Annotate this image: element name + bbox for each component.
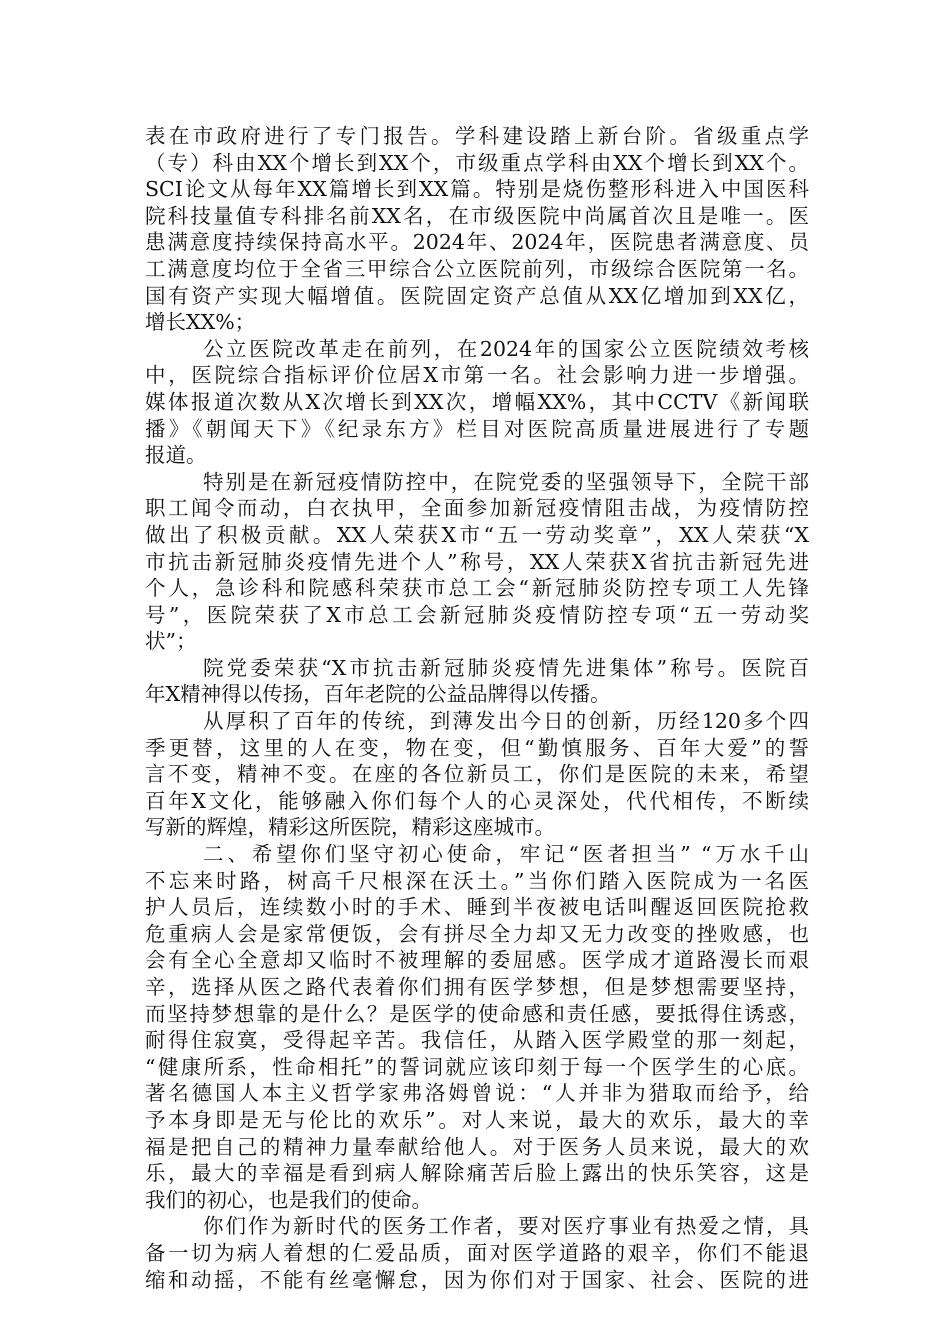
text-line: 我们的初心，也是我们的使命。 <box>145 1187 432 1212</box>
text-line: 报道。 <box>145 443 207 468</box>
paragraph <box>145 655 809 708</box>
text-line: “健康所系，性命相托”的誓词就应该印刻于每一个医学生的心底。 <box>145 1054 809 1079</box>
text-line: 而坚持梦想靠的是什么？是医学的使命感和责任感，要抵得住诱惑， <box>145 1001 809 1026</box>
paragraph <box>145 469 809 655</box>
text-line: 公立医院改革走在前列，在2024年的国家公立医院绩效考核 <box>203 336 809 361</box>
text-line: 备一切为病人着想的仁爱品质，面对医学道路的艰辛，你们不能退 <box>145 1240 809 1265</box>
text-line: 职工闻令而动，白衣执甲，全面参加新冠疫情阻击战，为疫情防控 <box>145 496 809 521</box>
text-line: （专）科由XX个增长到XX个，市级重点学科由XX个增长到XX个。 <box>145 150 809 175</box>
text-line: 福是把自己的精神力量奉献给他人。对于医务人员来说，最大的欢 <box>145 1134 809 1159</box>
text-line: 二、希望你们坚守初心使命，牢记“医者担当” “万水千山 <box>203 842 809 867</box>
text-line: 院党委荣获“X市抗击新冠肺炎疫情先进集体”称号。医院百 <box>203 655 809 680</box>
text-line: 中，医院综合指标评价位居X市第一名。社会影响力进一步增强。 <box>145 363 809 388</box>
text-line: 百年X文化，能够融入你们每个人的心灵深处，代代相传，不断续 <box>145 788 809 813</box>
text-line: 患满意度持续保持高水平。2024年、2024年，医院患者满意度、员 <box>145 230 809 255</box>
text-line: 播》《朝闻天下》《纪录东方》栏目对医院高质量进展进行了专题 <box>145 416 809 441</box>
text-line: 你们作为新时代的医务工作者，要对医疗事业有热爱之情，具 <box>203 1214 809 1239</box>
text-line: 做出了积极贡献。XX人荣获X市“五一劳动奖章”，XX人荣获“X <box>145 522 809 547</box>
text-line: 工满意度均位于全省三甲综合公立医院前列，市级综合医院第一名。 <box>145 256 809 281</box>
text-line: 状”； <box>145 629 197 654</box>
text-line: 从厚积了百年的传统，到薄发出今日的创新，历经120多个四 <box>203 709 809 734</box>
text-line: 护人员后，连续数小时的手术、睡到半夜被电话叫醒返回医院抢救 <box>145 895 809 920</box>
paragraph <box>145 841 809 1213</box>
text-line: 市抗击新冠肺炎疫情先进个人”称号，XX人荣获X省抗击新冠先进 <box>145 549 809 574</box>
text-line: 耐得住寂寞，受得起辛苦。我信任，从踏入医学殿堂的那一刻起， <box>145 1028 809 1053</box>
text-line: 危重病人会是家常便饭，会有拼尽全力却又无力改变的挫败感，也 <box>145 921 809 946</box>
text-line: 媒体报道次数从X次增长到XX次，增幅XX%，其中CCTV《新闻联 <box>145 389 809 414</box>
text-line: 表在市政府进行了专门报告。学科建设踏上新台阶。省级重点学 <box>145 124 809 148</box>
text-line: 会有全心全意却又临时不被理解的委屈感。医学成才道路漫长而艰 <box>145 948 809 973</box>
text-line: 年X精神得以传扬，百年老院的公益品牌得以传播。 <box>145 682 611 707</box>
text-line: 著名德国人本主义哲学家弗洛姆曾说：“人并非为猎取而给予，给 <box>145 1081 809 1106</box>
text-line: 院科技量值专科排名前XX名，在市级医院中尚属首次且是唯一。医 <box>145 203 809 228</box>
text-line: 言不变，精神不变。在座的各位新员工，你们是医院的未来，希望 <box>145 762 809 787</box>
text-line: 缩和动摇，不能有丝毫懈怠，因为你们对于国家、社会、医院的进 <box>145 1267 809 1292</box>
document-body <box>145 123 809 1293</box>
paragraph <box>145 336 809 469</box>
text-line: 予本身即是无与伦比的欢乐”。对人来说，最大的欢乐，最大的幸 <box>145 1107 809 1132</box>
paragraph <box>145 123 809 336</box>
text-line: 增长XX%； <box>145 310 256 335</box>
text-line: SCI论文从每年XX篇增长到XX篇。特别是烧伤整形科进入中国医科 <box>145 177 809 202</box>
text-line: 辛，选择从医之路代表着你们拥有医学梦想，但是梦想需要坚持， <box>145 975 809 999</box>
text-line: 特别是在新冠疫情防控中，在院党委的坚强领导下，全院干部 <box>203 469 809 494</box>
paragraph <box>145 1213 809 1293</box>
text-line: 季更替，这里的人在变，物在变，但“勤慎服务、百年大爱”的誓 <box>145 735 809 760</box>
text-line: 不忘来时路，树高千尺根深在沃土。”当你们踏入医院成为一名医 <box>145 868 809 893</box>
text-line: 乐，最大的幸福是看到病人解除痛苦后脸上露出的快乐笑容，这是 <box>145 1161 809 1186</box>
text-line: 写新的辉煌，精彩这所医院，精彩这座城市。 <box>145 815 555 840</box>
text-line: 国有资产实现大幅增值。医院固定资产总值从XX亿增加到XX亿， <box>145 283 809 308</box>
text-line: 号”，医院荣获了X市总工会新冠肺炎疫情防控专项“五一劳动奖 <box>145 602 809 627</box>
paragraph <box>145 708 809 841</box>
text-line: 个人，急诊科和院感科荣获市总工会“新冠肺炎防控专项工人先锋 <box>145 576 809 601</box>
